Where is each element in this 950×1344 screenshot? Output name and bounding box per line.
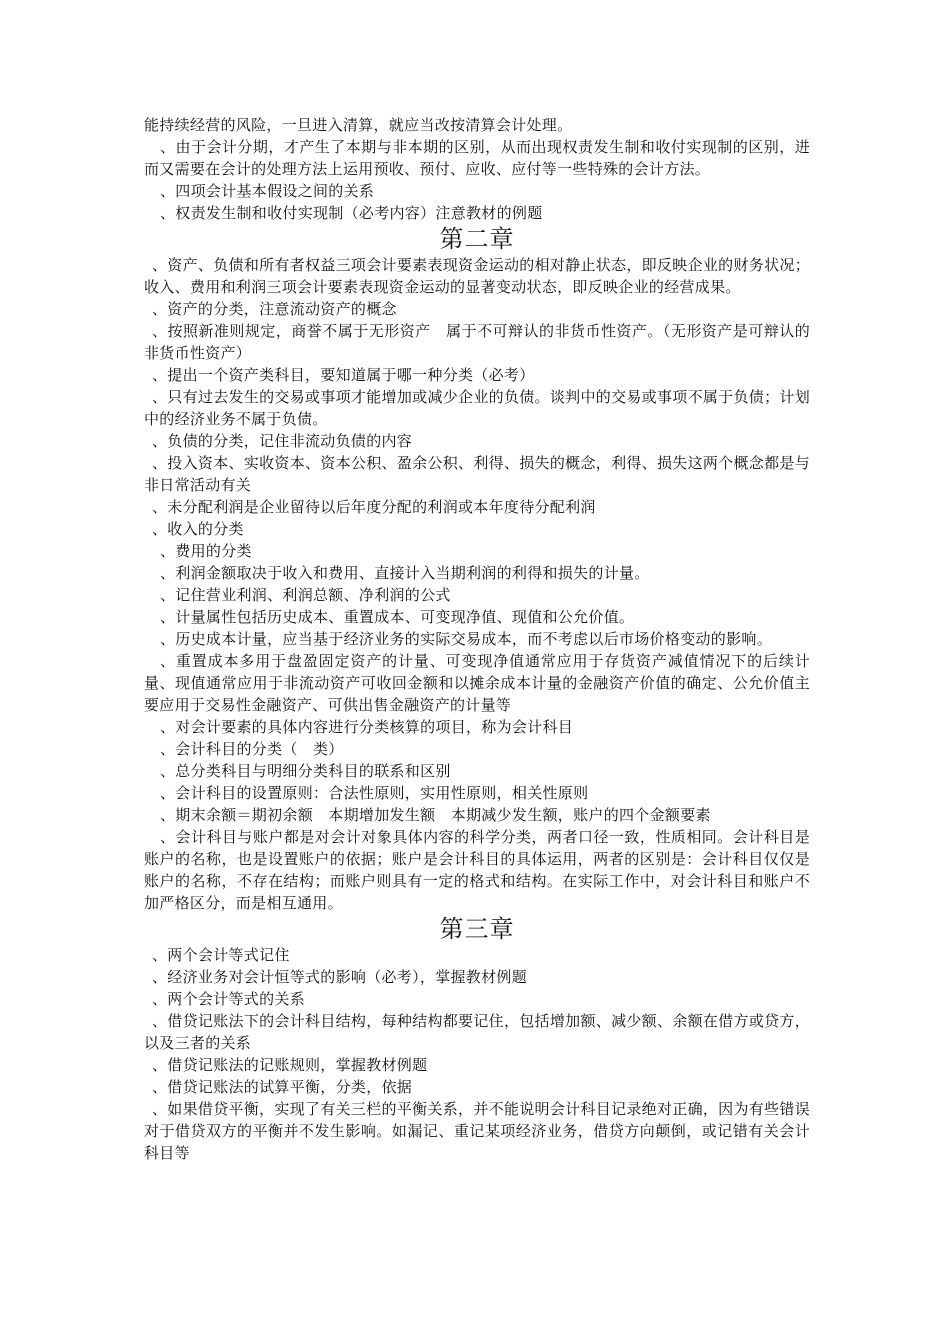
paragraph: 能持续经营的风险，一旦进入清算，就应当改按清算会计处理。: [144, 116, 573, 134]
section-chapter-2: [144, 224, 810, 914]
paragraph: 、借贷记账法的记账规则，掌握教材例题: [152, 1056, 428, 1074]
paragraph: 、利润金额取决于收入和费用、直接计入当期利润的利得和损失的计量。: [160, 564, 650, 582]
paragraph: 、记住营业利润、利润总额、净利润的公式: [160, 586, 451, 604]
document-page: [144, 114, 810, 1164]
paragraph: 、计量属性包括历史成本、重置成本、可变现净值、现值和公允价值。: [160, 608, 635, 626]
paragraph: 、期末余额＝期初余额 本期增加发生额 本期减少发生额，账户的四个金额要素: [160, 806, 711, 824]
paragraph: 、总分类科目与明细分类科目的联系和区别: [160, 762, 451, 780]
paragraph: 、历史成本计量，应当基于经济业务的实际交易成本，而不考虑以后市场价格变动的影响。: [160, 630, 773, 648]
paragraph: 、对会计要素的具体内容进行分类核算的项目，称为会计科目: [160, 718, 574, 736]
paragraph: 、投入资本、实收资本、资本公积、盈余公积、利得、损失的概念，利得、损失这两个概念都是与非日常活动有关: [144, 454, 810, 494]
paragraph: 、资产的分类，注意流动资产的概念: [152, 300, 397, 318]
paragraph: 、资产、负债和所有者权益三项会计要素表现资金运动的相对静止状态，即反映企业的财务状况；收入、费用和利润三项会计要素表现资金运动的显著变动状态，即反映企业的经营成果。: [144, 256, 810, 296]
paragraph: 、负债的分类，记住非流动负债的内容: [152, 432, 413, 450]
paragraph: 、会计科目与账户都是对会计对象具体内容的科学分类，两者口径一致，性质相同。会计科目是账户的名称，也是设置账户的依据；账户是会计科目的具体运用，两者的区别是：会计科目仅仅是账户的名称，不存在结构；而账户则具有一定的格式和结构。在实际工作中，对会计科目和账户不加严格区分，而是相互通用。: [144, 828, 810, 912]
paragraph: 、会计科目的分类（ 类）: [160, 740, 344, 758]
paragraph: 、只有过去发生的交易或事项才能增加或减少企业的负债。谈判中的交易或事项不属于负债；计划中的经济业务不属于负债。: [144, 388, 810, 428]
paragraph: 、权责发生制和收付实现制（必考内容）注意教材的例题: [160, 204, 543, 222]
paragraph: 、提出一个资产类科目，要知道属于哪一种分类（必考）: [152, 366, 535, 384]
paragraph: 、四项会计基本假设之间的关系: [160, 182, 375, 200]
paragraph: 、按照新准则规定，商誉不属于无形资产 属于不可辩认的非货币性资产。（无形资产是可辩认的非货币性资产）: [144, 322, 810, 362]
paragraph: 、由于会计分期，才产生了本期与非本期的区别，从而出现权责发生制和收付实现制的区别，进而又需要在会计的处理方法上运用预收、预付、应收、应付等一些特殊的会计方法。: [144, 138, 810, 178]
paragraph: 、重置成本多用于盘盈固定资产的计量、可变现净值通常应用于存货资产减值情况下的后续计量、现值通常应用于非流动资产可收回金额和以摊余成本计量的金融资产价值的确定、公允价值主要应用于交易性金融资产、可供出售金融资产的计量等: [144, 652, 810, 714]
paragraph: 、费用的分类: [160, 542, 252, 560]
chapter-heading: 第二章: [439, 225, 515, 253]
section-chapter-3: [144, 914, 810, 1164]
paragraph: 、会计科目的设置原则：合法性原则，实用性原则，相关性原则: [160, 784, 589, 802]
paragraph: 、两个会计等式记住: [152, 946, 290, 964]
paragraph: 、如果借贷平衡，实现了有关三栏的平衡关系，并不能说明会计科目记录绝对正确，因为有些错误对于借贷双方的平衡并不发生影响。如漏记、重记某项经济业务，借贷方向颠倒，或记错有关会计科目等: [144, 1100, 810, 1162]
paragraph: 、两个会计等式的关系: [152, 990, 306, 1008]
paragraph: 、未分配利润是企业留待以后年度分配的利润或本年度待分配利润: [152, 498, 596, 516]
section-intro: [144, 114, 810, 224]
paragraph: 、收入的分类: [152, 520, 244, 538]
chapter-heading: 第三章: [439, 915, 515, 943]
paragraph: 、借贷记账法的试算平衡，分类，依据: [152, 1078, 413, 1096]
paragraph: 、借贷记账法下的会计科目结构，每种结构都要记住，包括增加额、减少额、余额在借方或贷方，以及三者的关系: [144, 1012, 810, 1052]
paragraph: 、经济业务对会计恒等式的影响（必考），掌握教材例题: [152, 968, 528, 986]
